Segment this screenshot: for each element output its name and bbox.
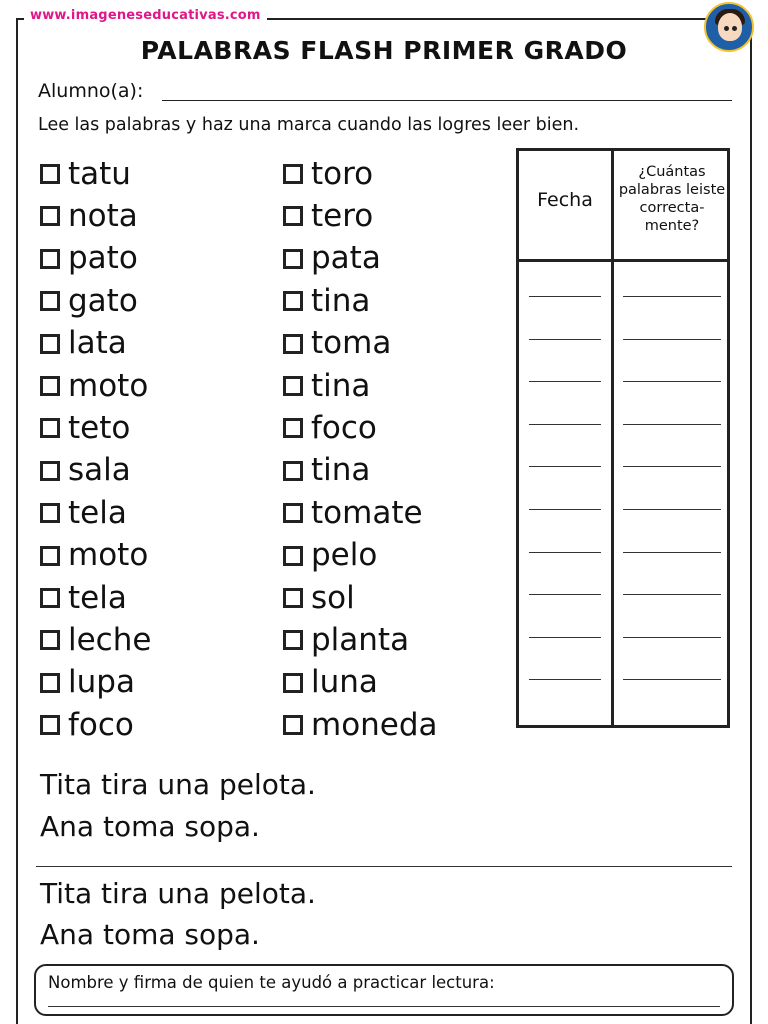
word-label: tina [311, 282, 371, 319]
word-item [40, 620, 151, 660]
site-url: www.imageneseducativas.com [24, 8, 267, 23]
word-checkbox[interactable] [40, 334, 60, 354]
word-item [40, 239, 138, 279]
count-blank-line[interactable] [623, 339, 721, 340]
word-label: sala [68, 452, 131, 489]
word-checkbox[interactable] [283, 376, 303, 396]
word-checkbox[interactable] [283, 630, 303, 650]
word-label: tina [311, 367, 371, 404]
word-item [283, 366, 370, 406]
word-item [40, 705, 134, 745]
word-item [40, 196, 138, 236]
count-blank-line[interactable] [623, 424, 721, 425]
word-checkbox[interactable] [40, 461, 60, 481]
word-label: tina [311, 452, 371, 489]
word-checkbox[interactable] [283, 291, 303, 311]
word-item [283, 451, 370, 491]
count-blank-line[interactable] [623, 381, 721, 382]
word-label: tomate [311, 494, 423, 531]
sentence-bottom-2: Ana toma sopa. [40, 918, 260, 951]
word-item [40, 324, 127, 364]
fecha-blank-line[interactable] [529, 424, 601, 425]
word-item [283, 578, 355, 618]
word-checkbox[interactable] [283, 461, 303, 481]
sentence-top-1: Tita tira una pelota. [40, 768, 316, 801]
word-label: gato [68, 282, 138, 319]
word-item [283, 705, 438, 745]
word-item [283, 536, 377, 576]
count-blank-line[interactable] [623, 466, 721, 467]
word-checkbox[interactable] [40, 249, 60, 269]
word-checkbox[interactable] [40, 418, 60, 438]
word-label: foco [311, 409, 377, 446]
fecha-blank-line[interactable] [529, 296, 601, 297]
word-label: teto [68, 409, 131, 446]
sentence-top-2: Ana toma sopa. [40, 810, 260, 843]
section-divider [36, 866, 732, 867]
word-label: luna [311, 664, 378, 701]
word-item [40, 493, 127, 533]
fecha-blank-line[interactable] [529, 509, 601, 510]
word-checkbox[interactable] [40, 630, 60, 650]
word-item [283, 408, 377, 448]
word-label: tela [68, 494, 127, 531]
count-blank-line[interactable] [623, 296, 721, 297]
word-checkbox[interactable] [40, 503, 60, 523]
word-checkbox[interactable] [283, 503, 303, 523]
count-blank-line[interactable] [623, 637, 721, 638]
word-checkbox[interactable] [40, 164, 60, 184]
sentence-bottom-1: Tita tira una pelota. [40, 877, 316, 910]
word-checkbox[interactable] [283, 546, 303, 566]
word-checkbox[interactable] [283, 249, 303, 269]
word-checkbox[interactable] [40, 546, 60, 566]
word-label: moto [68, 537, 149, 574]
word-label: pata [311, 240, 381, 277]
word-label: leche [68, 621, 152, 658]
fecha-blank-line[interactable] [529, 552, 601, 553]
word-checkbox[interactable] [40, 673, 60, 693]
signature-line [48, 1006, 720, 1007]
alumno-label: Alumno(a): [38, 80, 144, 102]
word-checkbox[interactable] [283, 164, 303, 184]
signature-label: Nombre y firma de quien te ayudó a practicar lectura: [48, 973, 495, 992]
signature-box [34, 964, 734, 1016]
word-label: tero [311, 197, 374, 234]
table-header-cuantas: ¿Cuántas palabras leiste correcta- mente? [618, 164, 726, 234]
progress-table [516, 148, 730, 728]
word-checkbox[interactable] [283, 588, 303, 608]
word-label: toma [311, 325, 392, 362]
word-item [283, 196, 373, 236]
word-checkbox[interactable] [283, 418, 303, 438]
word-label: lupa [68, 664, 135, 701]
word-label: foco [68, 706, 134, 743]
fecha-blank-line[interactable] [529, 637, 601, 638]
fecha-blank-line[interactable] [529, 594, 601, 595]
word-item [40, 536, 148, 576]
fecha-blank-line[interactable] [529, 339, 601, 340]
instructions: Lee las palabras y haz una marca cuando las logres leer bien. [38, 115, 580, 135]
word-item [40, 663, 135, 703]
count-blank-line[interactable] [623, 552, 721, 553]
word-label: planta [311, 621, 410, 658]
word-item [283, 620, 409, 660]
word-checkbox[interactable] [40, 376, 60, 396]
word-item [40, 154, 131, 194]
fecha-blank-line[interactable] [529, 679, 601, 680]
word-label: pato [68, 240, 138, 277]
word-item [283, 154, 373, 194]
count-blank-line[interactable] [623, 679, 721, 680]
table-header-divider [519, 259, 727, 262]
word-item [283, 324, 391, 364]
word-item [283, 239, 381, 279]
word-checkbox[interactable] [40, 206, 60, 226]
word-checkbox[interactable] [40, 588, 60, 608]
word-label: moto [68, 367, 149, 404]
alumno-name-line [162, 100, 732, 101]
count-blank-line[interactable] [623, 594, 721, 595]
fecha-blank-line[interactable] [529, 381, 601, 382]
word-label: moneda [311, 706, 438, 743]
word-item [283, 493, 423, 533]
fecha-blank-line[interactable] [529, 466, 601, 467]
word-item [283, 663, 378, 703]
word-checkbox[interactable] [283, 334, 303, 354]
word-label: sol [311, 579, 355, 616]
table-header-fecha: Fecha [537, 189, 593, 211]
word-checkbox[interactable] [283, 673, 303, 693]
page-title: PALABRAS FLASH PRIMER GRADO [140, 36, 628, 65]
word-checkbox[interactable] [40, 715, 60, 735]
word-label: nota [68, 197, 138, 234]
word-label: tatu [68, 155, 131, 192]
word-item [40, 366, 148, 406]
word-item [40, 578, 127, 618]
word-item [40, 451, 131, 491]
word-item [283, 281, 370, 321]
word-item [40, 281, 138, 321]
word-checkbox[interactable] [40, 291, 60, 311]
word-checkbox[interactable] [283, 715, 303, 735]
word-label: pelo [311, 537, 378, 574]
word-item [40, 408, 130, 448]
word-checkbox[interactable] [283, 206, 303, 226]
word-label: toro [311, 155, 374, 192]
count-blank-line[interactable] [623, 509, 721, 510]
word-label: tela [68, 579, 127, 616]
word-label: lata [68, 325, 127, 362]
table-column-divider [611, 151, 614, 725]
